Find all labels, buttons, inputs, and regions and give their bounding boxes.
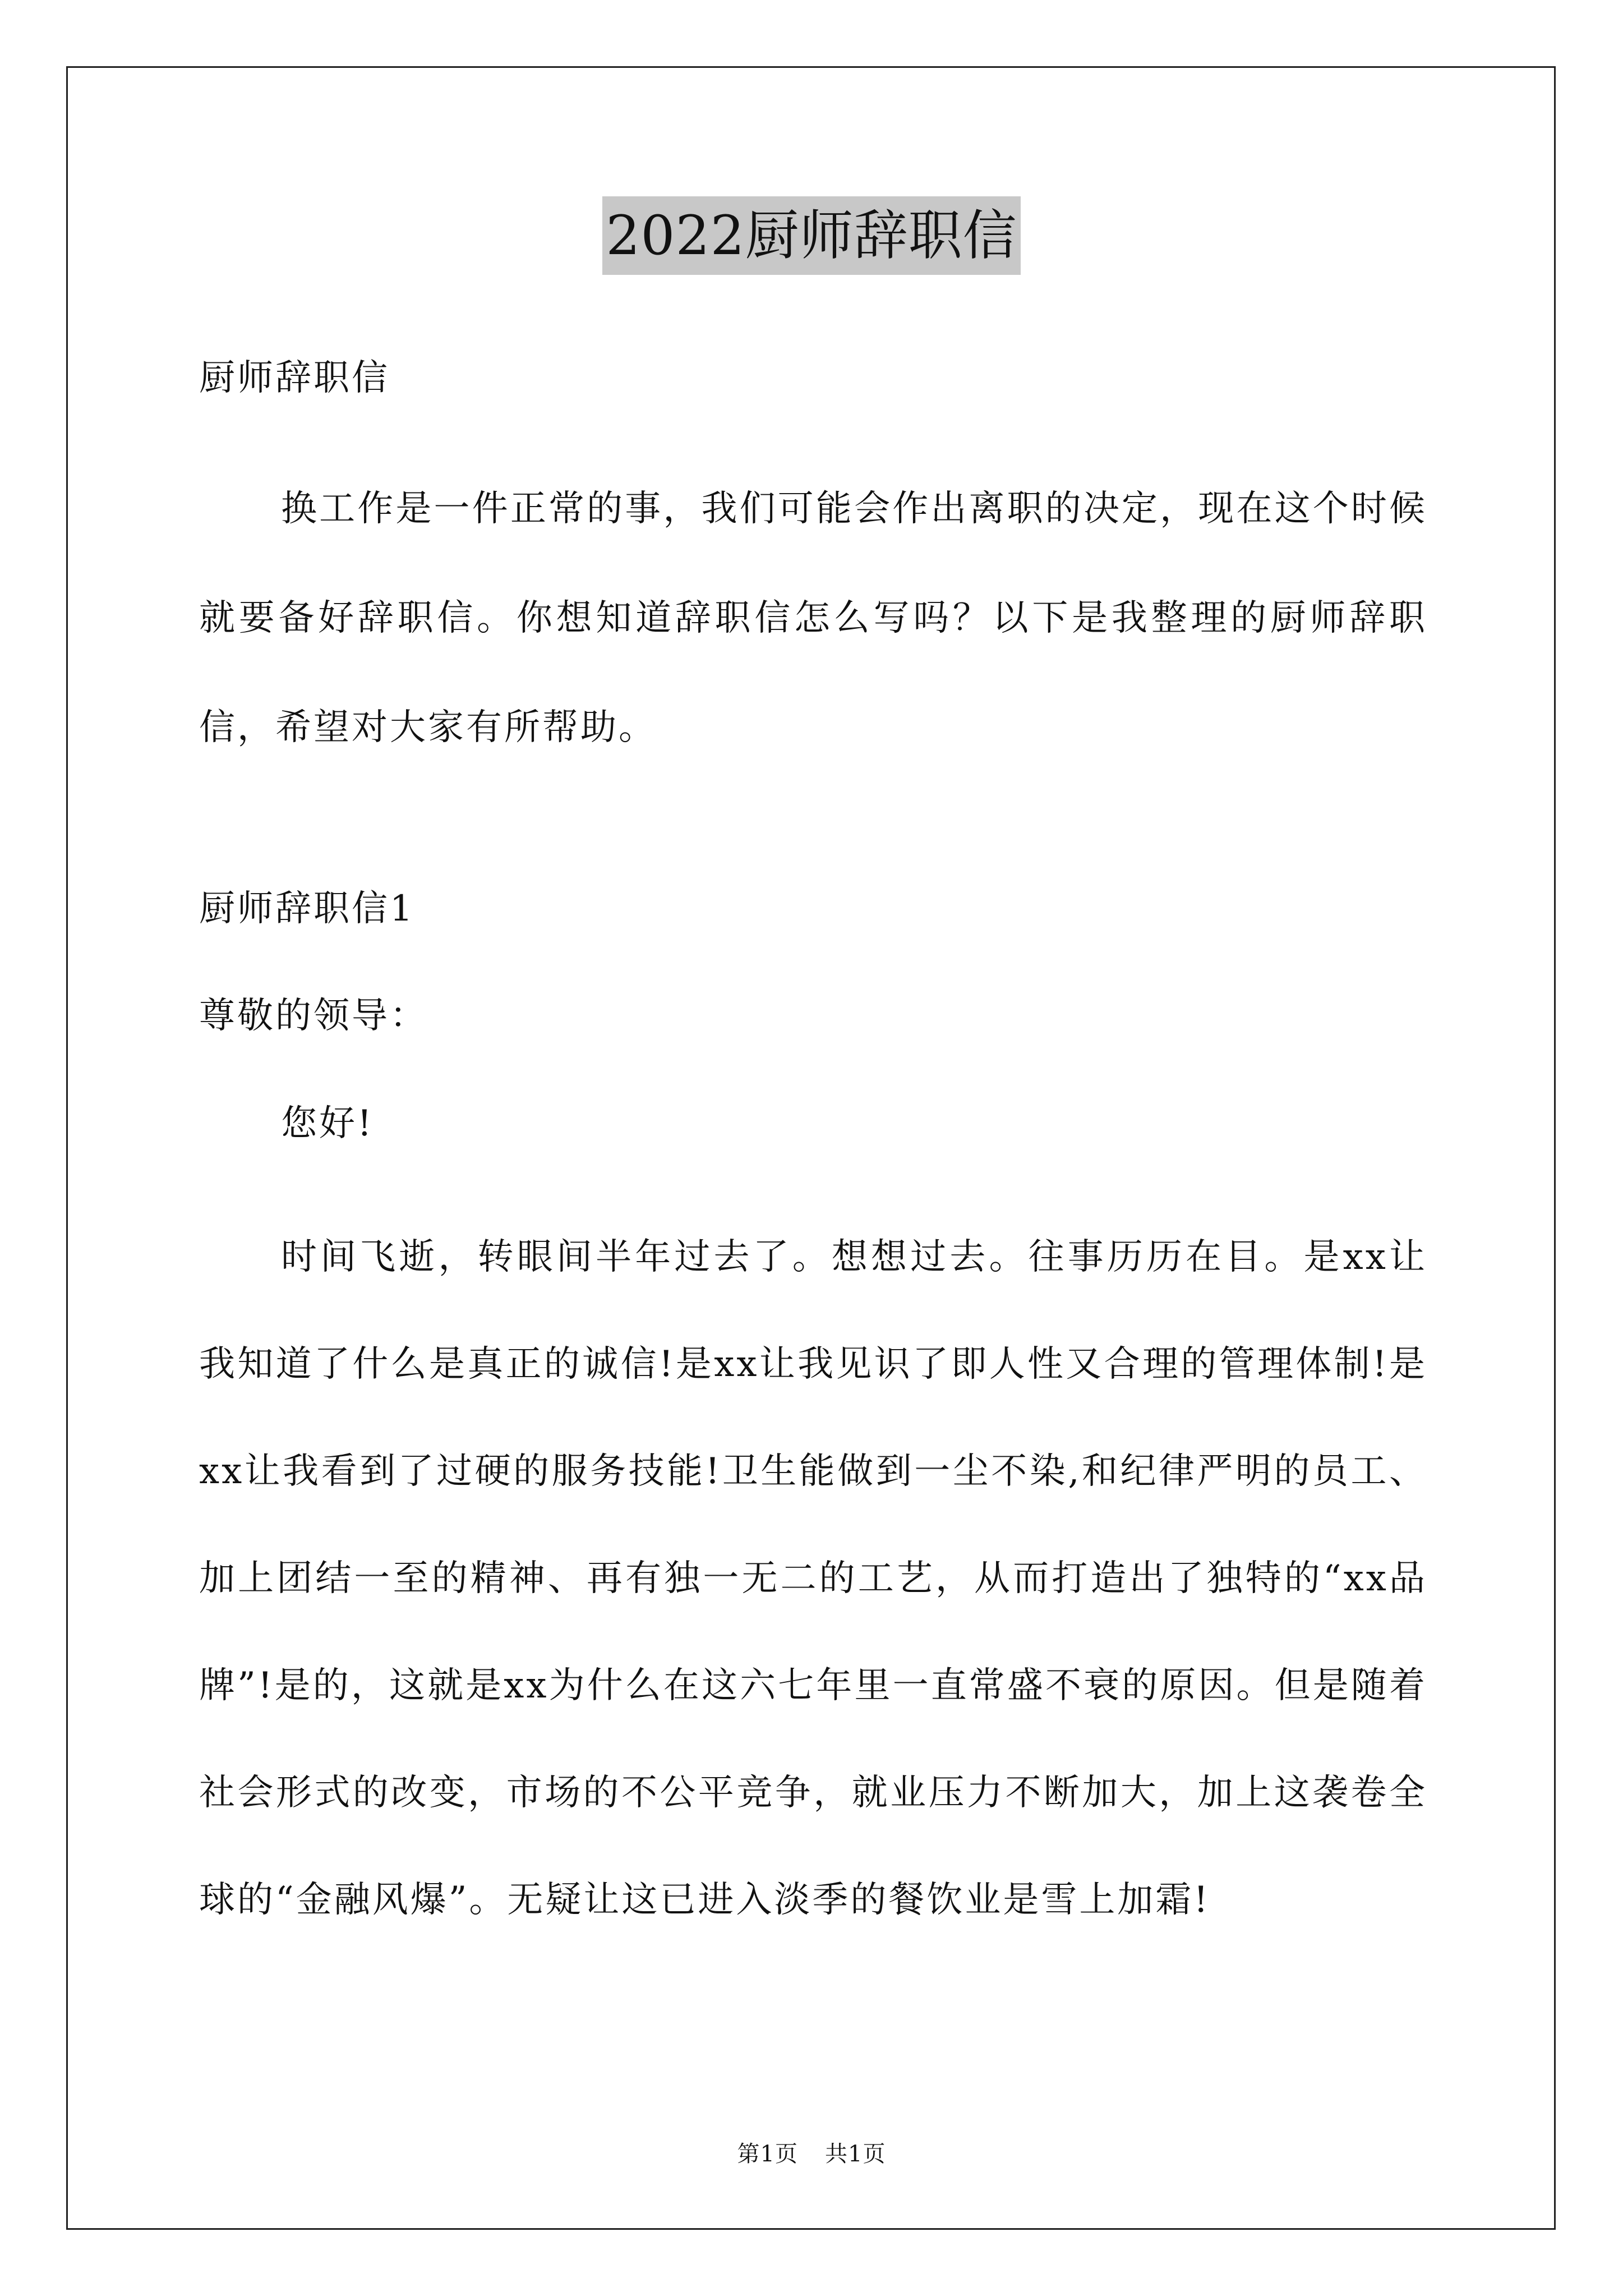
- intro-heading: 厨师辞职信: [199, 357, 390, 399]
- page-footer: [0, 2138, 1623, 2170]
- salutation: 尊敬的领导：: [199, 995, 428, 1037]
- greeting: 您好!: [281, 1103, 374, 1144]
- document-title: 2022厨师辞职信: [602, 196, 1020, 275]
- title-container: [0, 196, 1623, 275]
- page-number-total: 共1页: [825, 2141, 886, 2167]
- letter-paragraph: 时间飞逝，转眼间半年过去了。想想过去。往事历历在目。是xx让我知道了什么是真正的诚信!是xx让我见识了即人性又合理的管理体制!是xx让我看到了过硬的服务技能!卫生能做到一尘不染,和纪律严明的员工、加上团结一至的精神、再有独一无二的工艺，从而打造出了独特的“xx品牌”!是的，这就是xx为什么在这六七年里一直常盛不衰的原因。但是随着社会形式的改变，市场的不公平竞争，就业压力不断加大，加上这袭卷全球的“金融风爆”。无疑让这已进入淡季的餐饮业是雪上加霜!: [199, 1236, 1427, 1921]
- page-number-current: 第1页: [737, 2141, 798, 2167]
- intro-paragraph: 换工作是一件正常的事，我们可能会作出离职的决定，现在这个时候就要备好辞职信。你想知道辞职信怎么写吗？以下是我整理的厨师辞职信，希望对大家有所帮助。: [199, 488, 1427, 748]
- section-heading: 厨师辞职信1: [199, 888, 415, 930]
